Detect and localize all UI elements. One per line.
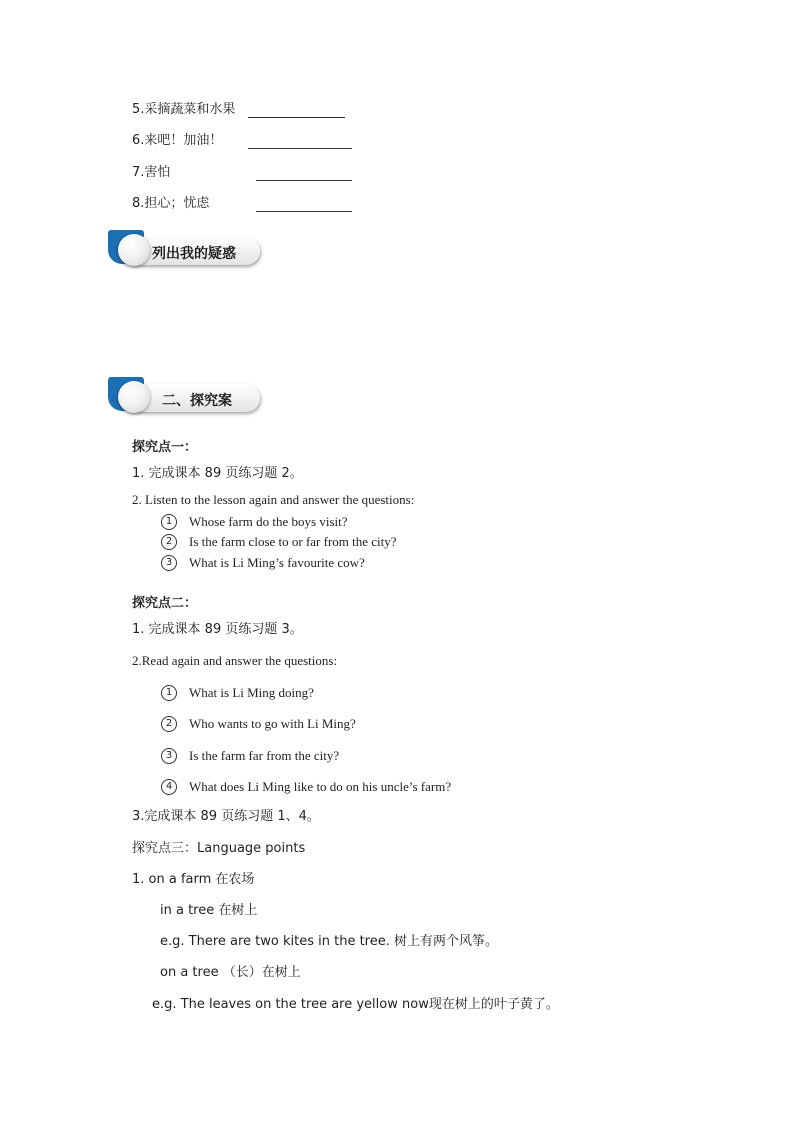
point2-item2: 2.Read again and answer the questions: <box>132 653 338 668</box>
question-text: What is Li Ming’s favourite cow? <box>189 555 365 570</box>
language-point-line: on a tree （长）在树上 <box>160 965 301 980</box>
answer-blank-5[interactable] <box>248 117 345 118</box>
question-text: Whose farm do the boys visit? <box>189 514 348 529</box>
question-number: 2 <box>161 716 177 732</box>
vocab-item-7: 7.害怕 <box>132 165 171 180</box>
point2-item1: 1. 完成课本 89 页练习题 3。 <box>132 622 303 637</box>
question-text: What does Li Ming like to do on his uncle’s farm? <box>189 779 452 794</box>
question-text: What is Li Ming doing? <box>189 685 314 700</box>
example-sentence: e.g. There are two kites in the tree. 树上有两个风筝。 <box>160 934 498 949</box>
section-header-doubts <box>108 230 262 266</box>
question-number: 1 <box>161 514 177 530</box>
header-circle-icon <box>118 234 150 266</box>
question-text: Who wants to go with Li Ming? <box>189 716 356 731</box>
point2-item3: 3.完成课本 89 页练习题 1、4。 <box>132 809 320 824</box>
point1-title: 探究点一： <box>132 440 198 455</box>
vocab-item-6: 6.来吧！加油！ <box>132 133 223 148</box>
point1-item2: 2. Listen to the lesson again and answer the questions: <box>132 492 415 507</box>
question-text: Is the farm close to or far from the city? <box>189 534 397 549</box>
question-text: Is the farm far from the city? <box>189 748 340 763</box>
question-number: 3 <box>161 555 177 571</box>
question-number: 4 <box>161 779 177 795</box>
header-circle-icon <box>118 381 150 413</box>
question-number: 1 <box>161 685 177 701</box>
section-header-explore <box>108 377 262 413</box>
point1-item1: 1. 完成课本 89 页练习题 2。 <box>132 466 303 481</box>
section-title-doubts: 列出我的疑惑 <box>152 246 236 262</box>
vocab-item-5: 5.采摘蔬菜和水果 <box>132 102 236 117</box>
question-number: 3 <box>161 748 177 764</box>
section-title-explore: 二、探究案 <box>162 393 232 409</box>
answer-blank-8[interactable] <box>256 211 352 212</box>
point2-title: 探究点二： <box>132 596 198 611</box>
answer-blank-6[interactable] <box>248 148 352 149</box>
answer-blank-7[interactable] <box>256 180 352 181</box>
language-point-line: in a tree 在树上 <box>160 903 258 918</box>
vocab-item-8: 8.担心；忧虑 <box>132 196 210 211</box>
point3-title: 探究点三：Language points <box>132 841 306 856</box>
question-number: 2 <box>161 534 177 550</box>
language-point-1: 1. on a farm 在农场 <box>132 872 255 887</box>
example-sentence: e.g. The leaves on the tree are yellow now现在树上的叶子黄了。 <box>152 997 559 1012</box>
